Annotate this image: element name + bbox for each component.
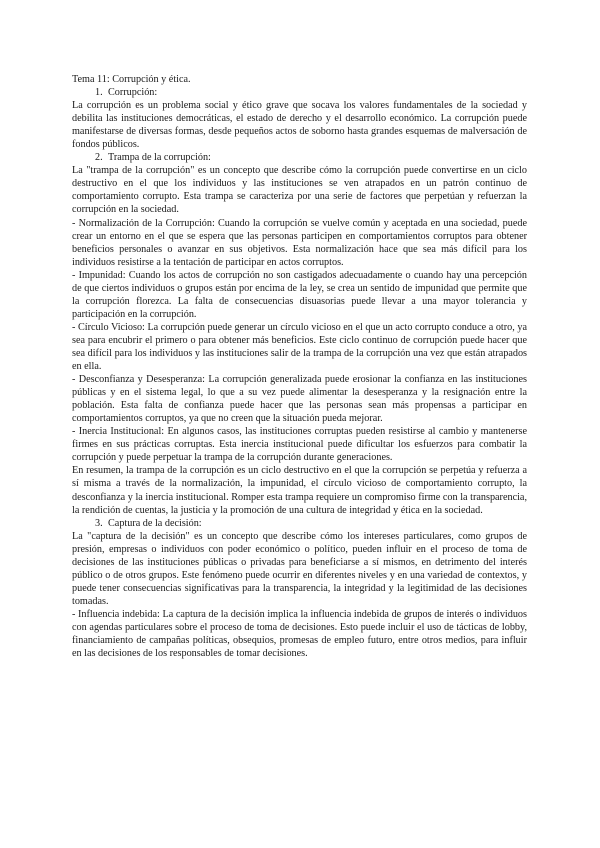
- document-title: Tema 11: Corrupción y ética.: [72, 74, 191, 85]
- section-heading-captura: [72, 517, 527, 530]
- paragraph: - Impunidad: Cuando los actos de corrupción no son castigados adecuadamente o cuando hay una percepción de que ciertos individuos o grupos están por encima de la ley, se crea un sentido de impunidad que permite que la corrupción florezca. La falta de consecuencias disuasorias puede llevar a una mayor tolerancia y participación en la corrupción.: [72, 269, 527, 320]
- section-heading-corrupcion: [72, 86, 527, 99]
- paragraph: En resumen, la trampa de la corrupción es un ciclo destructivo en el que la corrupción se perpetúa y refuerza a sí misma a través de la normalización, la impunidad, el círculo vicioso de comportamiento corrupto, la desconfianza y la inercia institucional. Romper esta trampa requiere un compromiso firme con la transparencia, la rendición de cuentas, la justicia y la promoción de una cultura de integridad y ética en la sociedad.: [72, 465, 527, 516]
- paragraph: La corrupción es un problema social y ético grave que socava los valores fundamentales de la sociedad y debilita las instituciones democráticas, el estado de derecho y el desarrollo económico. La corrupción puede manifestarse de diversas formas, desde pequeños actos de soborno hasta grandes esquemas de malversación de fondos públicos.: [72, 100, 527, 151]
- paragraph: La "captura de la decisión" es un concepto que describe cómo los intereses particulares, como grupos de presión, empresas o individuos con poder económico o político, pueden influir en el proceso de toma de decisiones de las instituciones públicas o privadas para beneficiarse a sí mismos, en detrimento del interés público o de otros grupos. Este fenómeno puede ocurrir en diferentes niveles y en una variedad de contextos, y puede tener consecuencias significativas para la transparencia, la integridad y la legitimidad de las decisiones tomadas.: [72, 530, 527, 607]
- section-number: 1.: [95, 87, 103, 99]
- paragraph: La "trampa de la corrupción" es un concepto que describe cómo la corrupción puede convertirse en un ciclo destructivo en el que los individuos y las instituciones se ven atrapados en un patrón continuo de comportamiento corrupto. Esta trampa se caracteriza por una serie de factores que perpetúan y refuerzan la corrupción en la sociedad.: [72, 165, 527, 216]
- paragraph: - Influencia indebida: La captura de la decisión implica la influencia indebida de grupos de interés o individuos con agendas particulares sobre el proceso de toma de decisiones. Esto puede incluir el uso de tácticas de lobby, financiamiento de campañas políticas, obsequios, promesas de empleo futuro, entre otros medios, para influir en las decisiones de los responsables de tomar decisiones.: [72, 608, 527, 660]
- document-body: [72, 73, 527, 660]
- section-title: Trampa de la corrupción:: [108, 152, 211, 164]
- paragraph: - Círculo Vicioso: La corrupción puede generar un círculo vicioso en el que un acto corrupto conduce a otro, ya sea para encubrir el primero o para obtener más beneficios. Este ciclo continuo de corrupción puede hacer que sea difícil para los individuos y las instituciones salir de la trampa de la corrupción una vez que están atrapados en ella.: [72, 321, 527, 373]
- paragraph: - Desconfianza y Desesperanza: La corrupción generalizada puede erosionar la confianza en las instituciones públicas y en el sistema legal, lo que a su vez puede alimentar la desesperanza y la resignación entre la población. Esta falta de confianza puede hacer que las personas sean más propensas a participar en comportamientos corruptos, ya que no creen que la situación pueda mejorar.: [72, 374, 527, 425]
- paragraph: - Normalización de la Corrupción: Cuando la corrupción se vuelve común y aceptada en una sociedad, puede crear un entorno en el que se espera que las personas participen en comportamientos corruptos para obtener beneficios personales o avanzar en sus objetivos. Esta normalización hace que sea más difícil para los individuos resistirse a la tentación de participar en actos corruptos.: [72, 217, 527, 268]
- section-number: 3.: [95, 517, 103, 529]
- section-title: Corrupción:: [108, 87, 158, 99]
- section-heading-trampa: [72, 151, 527, 164]
- paragraph: - Inercia Institucional: En algunos casos, las instituciones corruptas pueden resistirse al cambio y mantenerse firmes en sus prácticas corruptas. Esta inercia institucional puede dificultar los esfuerzos para combatir la corrupción y puede perpetuar la trampa de la corrupción durante generaciones.: [72, 426, 527, 464]
- section-title: Captura de la decisión:: [108, 517, 202, 529]
- section-number: 2.: [95, 152, 103, 164]
